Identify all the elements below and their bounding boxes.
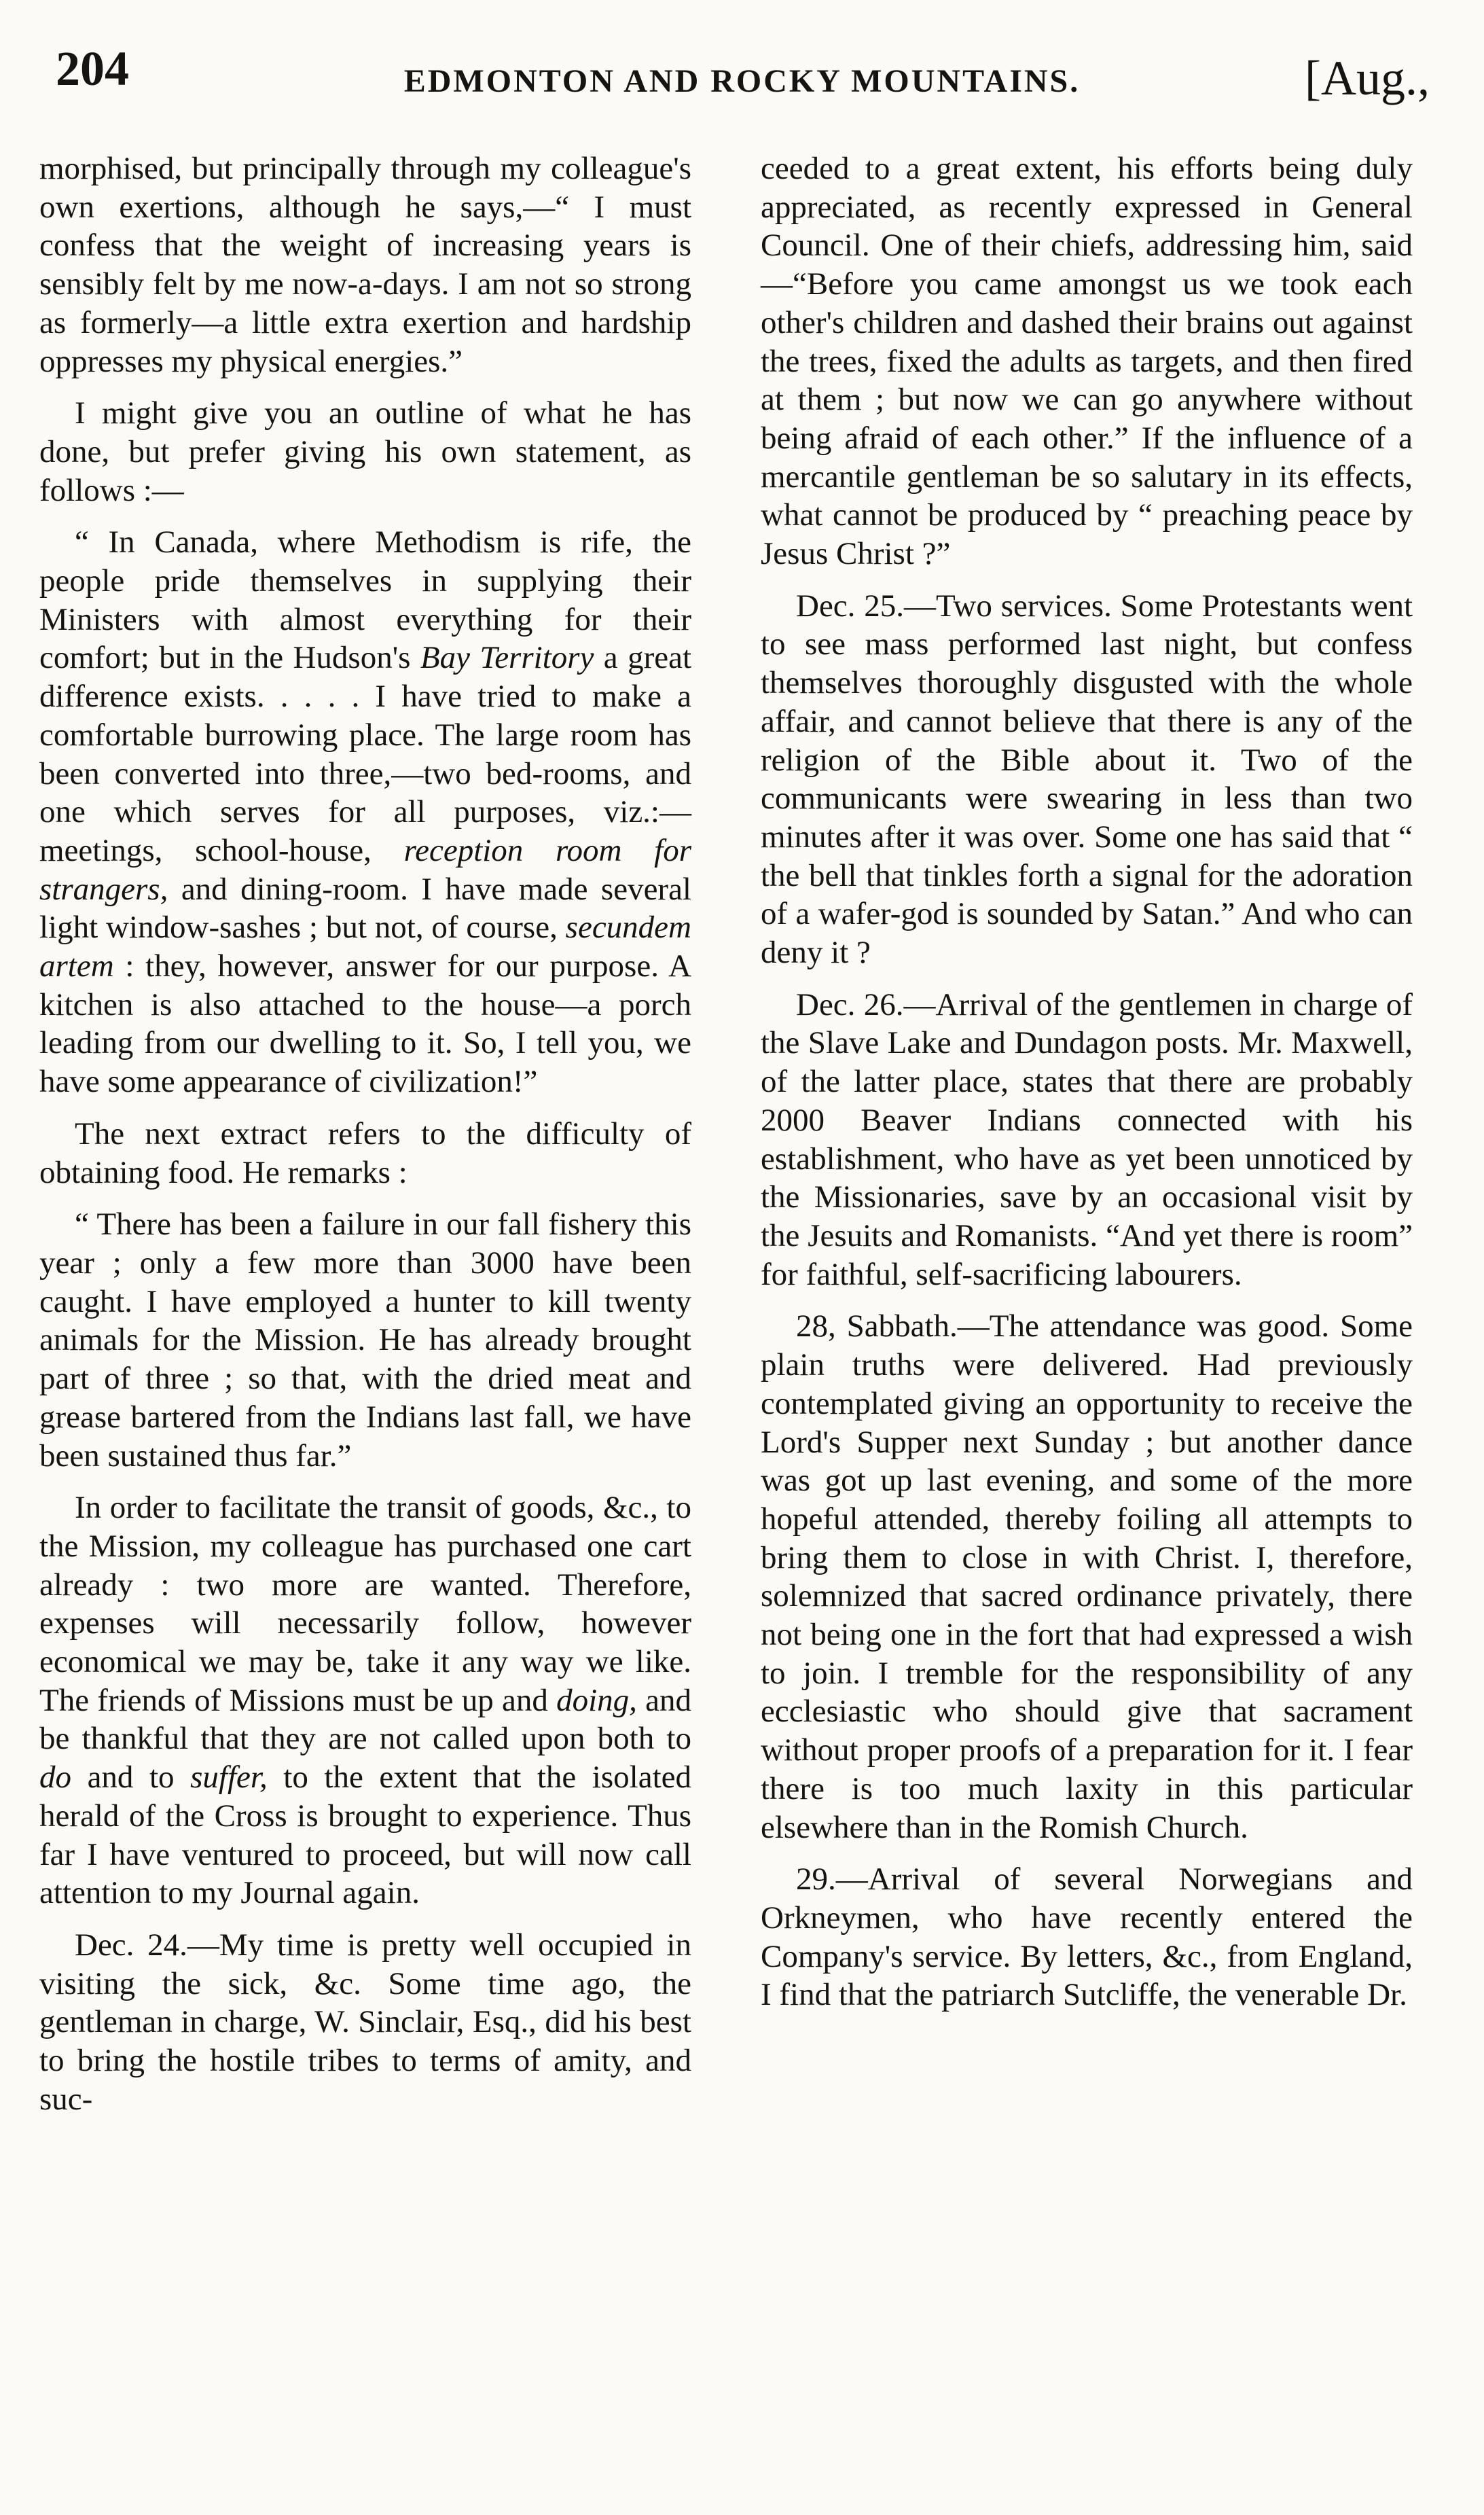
journal-entry: Dec. 24.—My time is pretty well occupied in visiting the sick, &c. Some time ago, the gentleman in charge, W. Sinclair, Esq., did his best to bring the hostile tribes to terms of amity, and suc-: [39, 1927, 691, 2117]
quote-text: a great difference exists. . . . . I have tried to make a comfortable burrowing place. The large room has been converted into three,—two bed-rooms, and one which serves for all purposes, viz.:—meetings, school-house,: [39, 640, 692, 868]
left-column: [39, 149, 691, 2132]
running-title: EDMONTON AND ROCKY MOUNTAINS.: [403, 63, 1081, 99]
quotation: “ There has been a failure in our fall fishery this year ; only a few more than 3000 have been caught. I have employed a hunter to kill twenty animals for the Mission. He has already brought part of three ; so that, with the dried meat and grease bartered from the Indians last fall, we have been sustained thus far.”: [39, 1207, 691, 1474]
paragraph: [39, 1488, 691, 1912]
quote-italic: reception room for strangers,: [39, 832, 691, 907]
quote-text: and dining-room. I have made several light window-sashes ; but not, of course,: [39, 871, 691, 946]
quote-italic: secundem artem: [39, 910, 691, 984]
journal-entry: 29.—Arrival of several Norwegians and Orkneymen, who have recently entered the Company's service. By letters, &c., from England, I find that the patriarch Sutcliffe, the venerable Dr.: [761, 1861, 1413, 2013]
para-text: In order to facilitate the transit of goods, &c., to the Mission, my colleague has purchased one cart already : two more are wanted. Therefore, expenses will necessarily follow, however economical we may be, take it any way we like. The friends of Missions must be up and: [39, 1490, 691, 1718]
paragraph: morphised, but principally through my colleague's own exertions, although he says,—“ I must confess that the weight of increasing years is sensibly felt by me now-a-days. I am not so strong as formerly—a little extra exertion and hardship oppresses my physical energies.”: [39, 151, 691, 379]
paragraph: ceeded to a great extent, his efforts being duly appreciated, as recently expressed in General Council. One of their chiefs, addressing him, said—“Before you came amongst us we took each other's children and dashed their brains out against the trees, fixed the adults as targets, and then fired at them ; but now we can go anywhere without being afraid of each other.” If the influence of a mercantile gentleman be so salutary in its effects, what cannot be produced by “ preaching peace by Jesus Christ ?”: [761, 151, 1413, 572]
para-italic: do: [39, 1760, 71, 1796]
paragraph: I might give you an outline of what he has done, but prefer giving his own statement, as follows :—: [39, 395, 691, 508]
paragraph: The next extract refers to the difficulty of obtaining food. He remarks :: [39, 1116, 691, 1190]
quotation: [39, 523, 691, 1101]
para-italic: doing,: [556, 1682, 637, 1718]
quote-text: “ In Canada, where Methodism is rife, the people pride themselves in supplying their Ministers with almost everything for their comfort; but in the Hudson's: [39, 524, 691, 676]
right-column: [761, 149, 1413, 2028]
quote-text: : they, however, answer for our purpose. A kitchen is also attached to the house—a porch leading from our dwelling to it. So, I tell you, we have some appearance of civilization!”: [39, 948, 691, 1100]
para-italic: suffer,: [190, 1760, 268, 1796]
para-text: to the extent that the isolated herald of the Cross is brought to experience. Thus far I have ventured to proceed, but will now call attention to my Journal again.: [39, 1760, 691, 1911]
quote-italic: Bay Territory: [420, 640, 594, 676]
page-number: 204: [56, 41, 129, 96]
issue-month: [Aug.,: [1305, 51, 1430, 105]
journal-entry: 28, Sabbath.—The attendance was good. Some plain truths were delivered. Had previously contemplated giving an opportunity to receive the Lord's Supper next Sunday ; but another dance was got up last evening, and some of the more hopeful attended, thereby foiling all attempts to bring them to close in with Christ. I, therefore, solemnized that sacred ordinance privately, there not being one in the fort that had expressed a wish to join. I tremble for the responsibility of any ecclesiastic who should give that sacrament without proper proofs of a preparation for it. I fear there is too much laxity in this particular elsewhere than in the Romish Church.: [761, 1308, 1413, 1845]
journal-entry: Dec. 25.—Two services. Some Protestants went to see mass performed last night, but confess themselves thoroughly disgusted with the whole affair, and cannot believe that there is any of the religion of the Bible about it. Two of the communicants were swearing in less than two minutes after it was over. Some one has said that “ the bell that tinkles forth a signal for the adoration of a wafer-god is sounded by Satan.” And who can deny it ?: [761, 588, 1413, 971]
para-text: and be thankful that they are not called upon both to: [39, 1682, 691, 1757]
journal-entry: Dec. 26.—Arrival of the gentlemen in charge of the Slave Lake and Dundagon posts. Mr. Maxwell, of the latter place, states that there are probably 2000 Beaver Indians connected with his establishment, who have as yet been unnoticed by the Missionaries, save by an occasional visit by the Jesuits and Romanists. “And yet there is room” for faithful, self-sacrificing labourers.: [761, 986, 1413, 1292]
para-text: and to: [71, 1760, 191, 1796]
